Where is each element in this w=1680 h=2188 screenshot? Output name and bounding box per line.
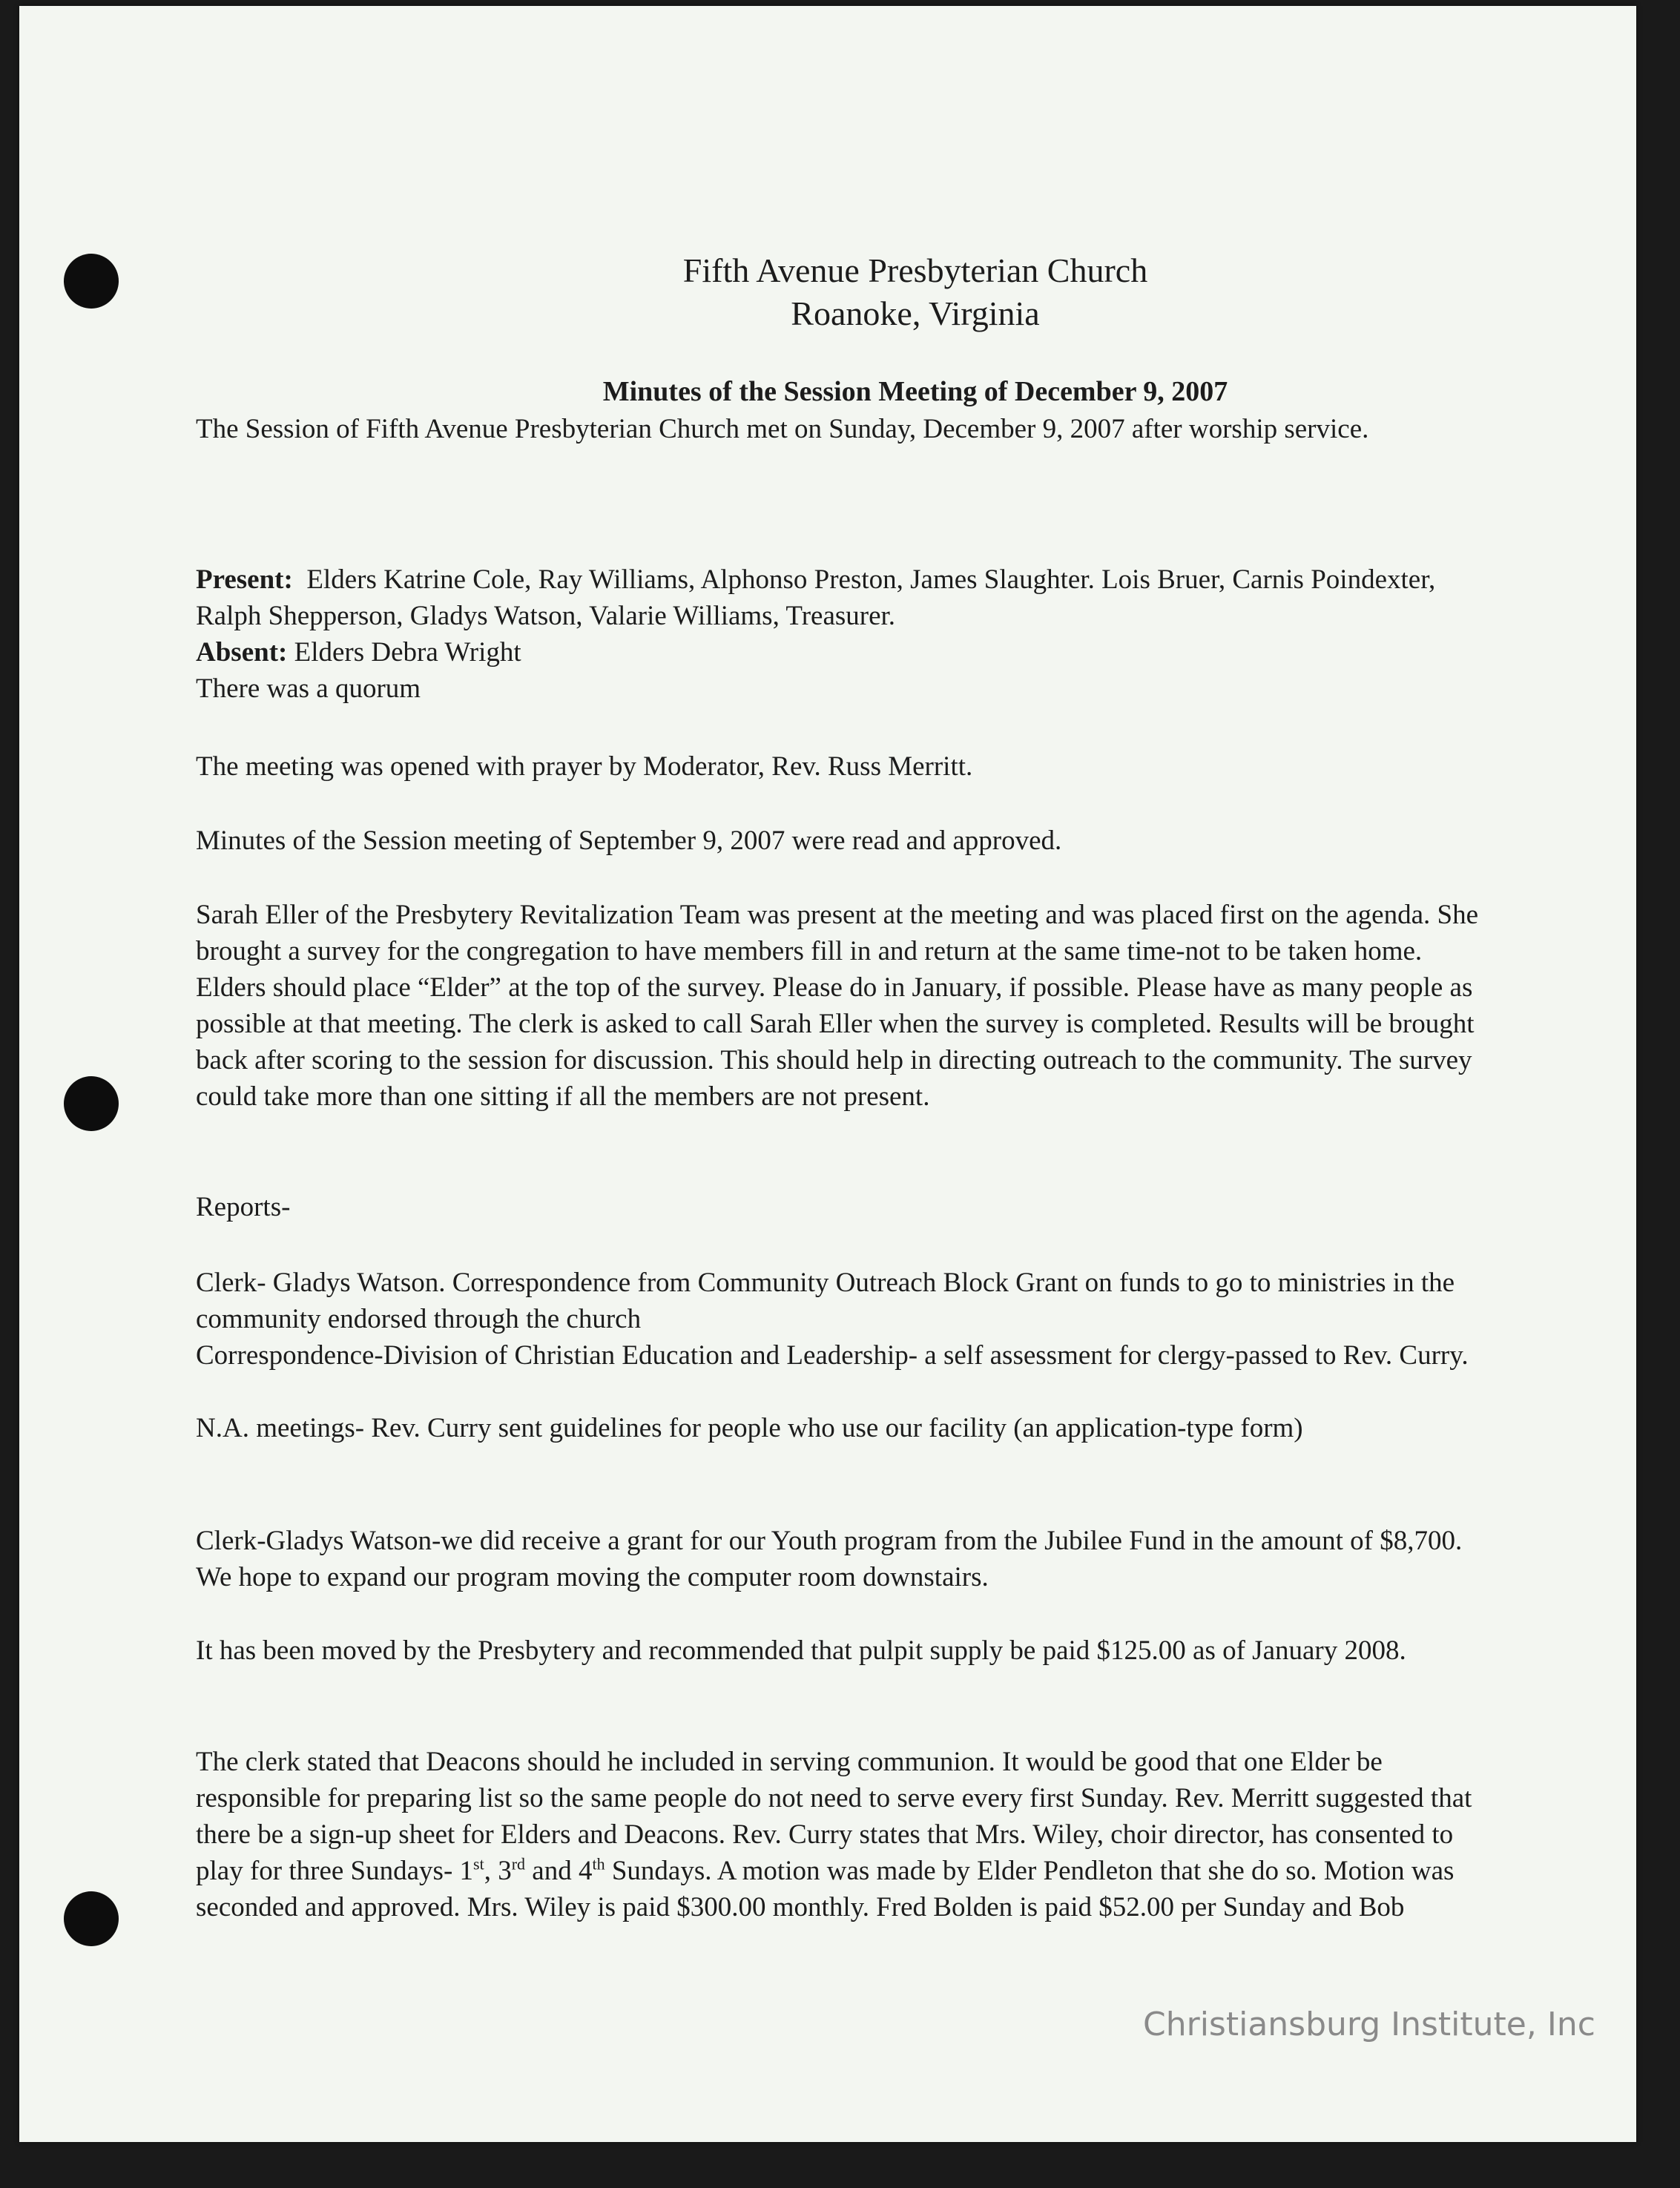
- grant-paragraph: Clerk-Gladys Watson-we did receive a grant for our Youth program from the Jubilee Fund in the amount of $8,700. We hope to expand our program moving the computer room downstairs.: [196, 1526, 1463, 1592]
- communion-sep-1: , 3: [484, 1856, 512, 1886]
- present-paragraph: [196, 561, 1486, 634]
- present-label: Present:: [196, 564, 293, 595]
- ordinal-suffix: st: [473, 1854, 484, 1874]
- absent-text: Elders Debra Wright: [294, 637, 521, 668]
- absent-label: Absent:: [196, 637, 288, 668]
- quorum-line: There was a quorum: [196, 673, 421, 704]
- ordinal-suffix: th: [592, 1854, 605, 1874]
- intro-paragraph: The Session of Fifth Avenue Presbyterian Church met on Sunday, December 9, 2007 after worship service.: [196, 414, 1369, 444]
- punch-hole: [64, 1891, 119, 1946]
- church-name: Fifth Avenue Presbyterian Church: [682, 251, 1148, 289]
- ordinal-suffix: rd: [511, 1854, 526, 1874]
- absent-line: [196, 634, 1486, 670]
- communion-text-2: Sundays. A motion was made by Elder Pendleton that she do so. Motion was seconded and approved. Mrs. Wiley is paid $300.00 monthly. Fred Bolden is paid $52.00 per Sunday and Bob: [196, 1856, 1455, 1922]
- presbytery-paragraph: Sarah Eller of the Presbytery Revitalization Team was present at the meeting and was placed first on the agenda. She brought a survey for the congregation to have members fill in and return at the same time-not to be taken home. Elders should place “Elder” at the top of the survey. Please do in January, if possible. Please have as many people as possible at that meeting. The clerk is asked to call Sarah Eller when the survey is completed. Results will be brought back after scoring to the session for discussion. This should help in directing outreach to the community. The survey could take more than one sitting if all the members are not present.: [196, 900, 1478, 1112]
- pulpit-paragraph: It has been moved by the Presbytery and recommended that pulpit supply be paid $125.00 as of January 2008.: [196, 1635, 1406, 1666]
- reports-heading: Reports-: [196, 1192, 291, 1222]
- clerk-report-line-1: Clerk- Gladys Watson. Correspondence from Community Outreach Block Grant on funds to go to ministries in the community endorsed through the church: [196, 1268, 1455, 1334]
- minutes-approved-paragraph: Minutes of the Session meeting of September 9, 2007 were read and approved.: [196, 826, 1062, 856]
- document-page: [19, 6, 1636, 2142]
- punch-hole: [64, 254, 119, 309]
- opening-paragraph: The meeting was opened with prayer by Moderator, Rev. Russ Merritt.: [196, 751, 973, 782]
- punch-hole: [64, 1076, 119, 1131]
- present-text: Elders Katrine Cole, Ray Williams, Alphonso Preston, James Slaughter. Lois Bruer, Carnis Poindexter, Ralph Shepperson, Gladys Watson, Valarie Williams, Treasurer.: [196, 564, 1436, 631]
- communion-text-1: The clerk stated that Deacons should he included in serving communion. It would be good that one Elder be responsible for preparing list so the same people do not need to serve every first Sunday. Rev. Merritt suggested that there be a sign-up sheet for Elders and Deacons. Rev. Curry states that Mrs. Wiley, choir director, has consented to play for three Sundays- 1: [196, 1747, 1472, 1886]
- watermark: Christiansburg Institute, Inc: [1143, 2006, 1595, 2043]
- communion-paragraph: [196, 1744, 1486, 1925]
- clerk-report-line-3: N.A. meetings- Rev. Curry sent guidelines for people who use our facility (an application-type form): [196, 1413, 1303, 1443]
- church-location: Roanoke, Virginia: [791, 294, 1040, 332]
- minutes-title: Minutes of the Session Meeting of December 9, 2007: [602, 376, 1228, 407]
- communion-sep-2: and 4: [525, 1856, 593, 1886]
- clerk-report-line-2: Correspondence-Division of Christian Education and Leadership- a self assessment for clergy-passed to Rev. Curry.: [196, 1340, 1469, 1371]
